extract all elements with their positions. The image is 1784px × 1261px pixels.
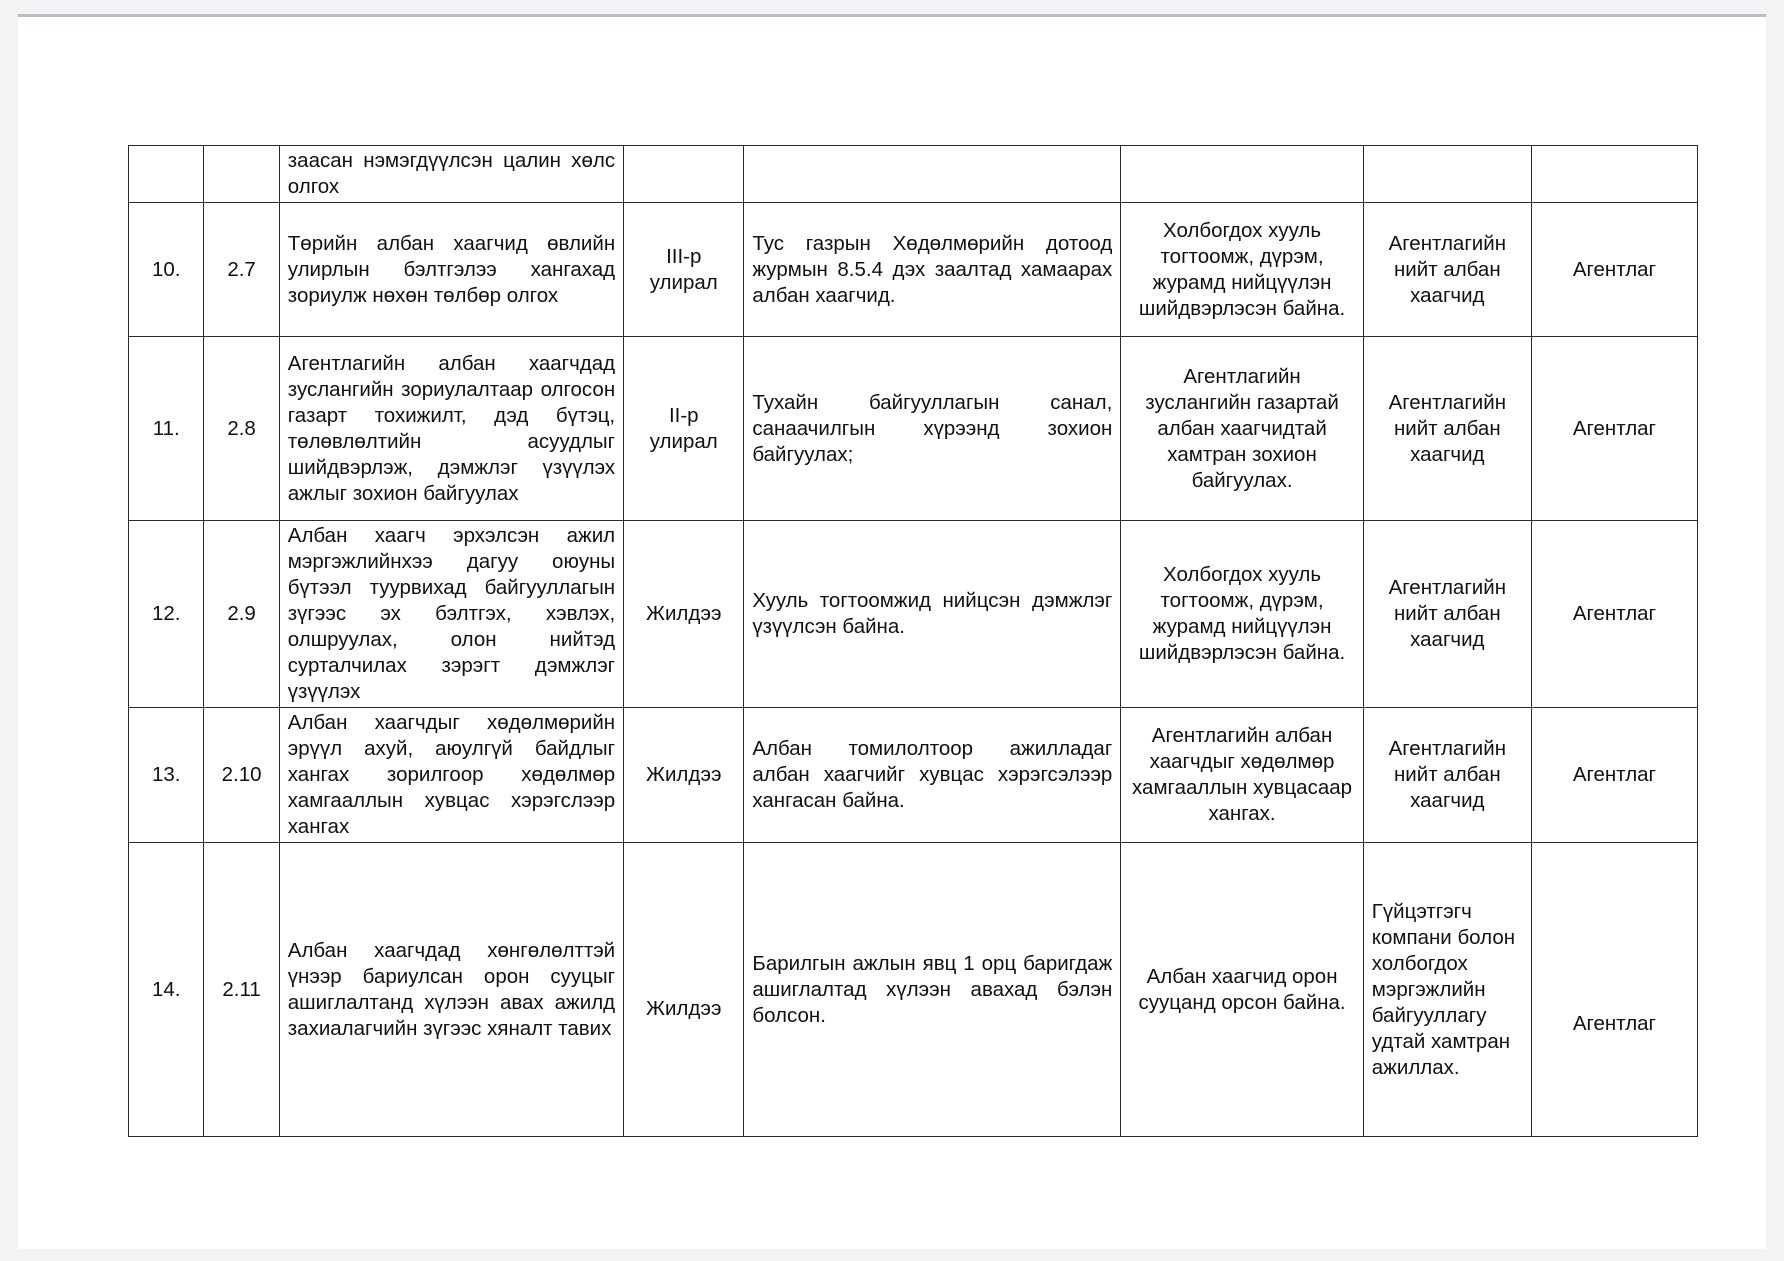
table-row — [129, 337, 1698, 521]
responsible-cell: Гүйцэтгэгч компани болон холбогдох мэргэжлийн байгууллагу удтай хамтран ажиллах. — [1363, 843, 1531, 1137]
agency-cell: Агентлаг — [1531, 521, 1697, 708]
action-plan-table — [128, 145, 1698, 1137]
activity-code: 2.7 — [204, 203, 279, 337]
row-number: 13. — [129, 708, 204, 843]
indicator-cell: Агентлагийн албан хаагчдыг хөдөлмөр хамгааллын хувцасаар хангах. — [1121, 708, 1363, 843]
indicator-cell — [1121, 146, 1363, 203]
agency-cell: Агентлаг — [1531, 843, 1697, 1137]
outcome-cell: Албан томилолтоор ажилладаг албан хаагчийг хувцас хэрэгсэлээр хангасан байна. — [744, 708, 1121, 843]
agency-cell: Агентлаг — [1531, 203, 1697, 337]
activity-code: 2.11 — [204, 843, 279, 1137]
period-cell: Жилдээ — [624, 708, 744, 843]
indicator-cell: Холбогдох хууль тогтоомж, дүрэм, журамд нийцүүлэн шийдвэрлэсэн байна. — [1121, 521, 1363, 708]
table-row — [129, 843, 1698, 1137]
activity-text: Албан хаагч эрхэлсэн ажил мэргэжлийнхээ дагуу оюуны бүтээл туурвихад байгууллагын зүгээс эх бэлтгэх, хэвлэх, олшруулах, олон нийтэд сурталчилах зэрэгт дэмжлэг үзүүлэх — [279, 521, 623, 708]
activity-code: 2.10 — [204, 708, 279, 843]
activity-code: 2.9 — [204, 521, 279, 708]
period-cell: Жилдээ — [624, 521, 744, 708]
table-row — [129, 708, 1698, 843]
table-row — [129, 521, 1698, 708]
responsible-cell — [1363, 146, 1531, 203]
agency-cell: Агентлаг — [1531, 337, 1697, 521]
activity-code — [204, 146, 279, 203]
row-number — [129, 146, 204, 203]
outcome-cell: Хууль тогтоомжид нийцсэн дэмжлэг үзүүлсэн байна. — [744, 521, 1121, 708]
outcome-cell — [744, 146, 1121, 203]
indicator-cell: Агентлагийн зуслангийн газартай албан хаагчидтай хамтран зохион байгуулах. — [1121, 337, 1363, 521]
responsible-cell: Агентлагийн нийт албан хаагчид — [1363, 521, 1531, 708]
agency-cell: Агентлаг — [1531, 708, 1697, 843]
table-row — [129, 146, 1698, 203]
row-number: 14. — [129, 843, 204, 1137]
outcome-cell: Барилгын ажлын явц 1 орц баригдаж ашиглалтад хүлээн авахад бэлэн болсон. — [744, 843, 1121, 1137]
indicator-cell: Холбогдох хууль тогтоомж, дүрэм, журамд нийцүүлэн шийдвэрлэсэн байна. — [1121, 203, 1363, 337]
activity-text: Албан хаагчдыг хөдөлмөрийн эрүүл ахуй, аюулгүй байдлыг хангах зорилгоор хөдөлмөр хамгааллын хувцас хэрэгслээр хангах — [279, 708, 623, 843]
activity-text: Агентлагийн албан хаагчдад зуслангийн зориулалтаар олгосон газарт тохижилт, дэд бүтэц, төлөвлөлтийн асуудлыг шийдвэрлэж, дэмжлэг үзүүлэх ажлыг зохион байгуулах — [279, 337, 623, 521]
activity-text: Албан хаагчдад хөнгөлөлттэй үнээр бариулсан орон сууцыг ашиглалтанд хүлээн авах ажилд захиалагчийн зүгээс хяналт тавих — [279, 843, 623, 1137]
responsible-cell: Агентлагийн нийт албан хаагчид — [1363, 337, 1531, 521]
activity-code: 2.8 — [204, 337, 279, 521]
row-number: 12. — [129, 521, 204, 708]
period-cell — [624, 146, 744, 203]
activity-text: заасан нэмэгдүүлсэн цалин хөлс олгох — [279, 146, 623, 203]
indicator-cell: Албан хаагчид орон сууцанд орсон байна. — [1121, 843, 1363, 1137]
period-cell: III-р улирал — [624, 203, 744, 337]
outcome-cell: Тухайн байгууллагын санал, санаачилгын хүрээнд зохион байгуулах; — [744, 337, 1121, 521]
row-number: 10. — [129, 203, 204, 337]
table-row — [129, 203, 1698, 337]
outcome-cell: Тус газрын Хөдөлмөрийн дотоод журмын 8.5.4 дэх заалтад хамаарах албан хаагчид. — [744, 203, 1121, 337]
responsible-cell: Агентлагийн нийт албан хаагчид — [1363, 708, 1531, 843]
responsible-cell: Агентлагийн нийт албан хаагчид — [1363, 203, 1531, 337]
row-number: 11. — [129, 337, 204, 521]
period-cell: Жилдээ — [624, 843, 744, 1137]
document-page — [18, 14, 1766, 1249]
activity-text: Төрийн албан хаагчид өвлийн улирлын бэлтгэлээ хангахад зориулж нөхөн төлбөр олгох — [279, 203, 623, 337]
period-cell: II-р улирал — [624, 337, 744, 521]
agency-cell — [1531, 146, 1697, 203]
